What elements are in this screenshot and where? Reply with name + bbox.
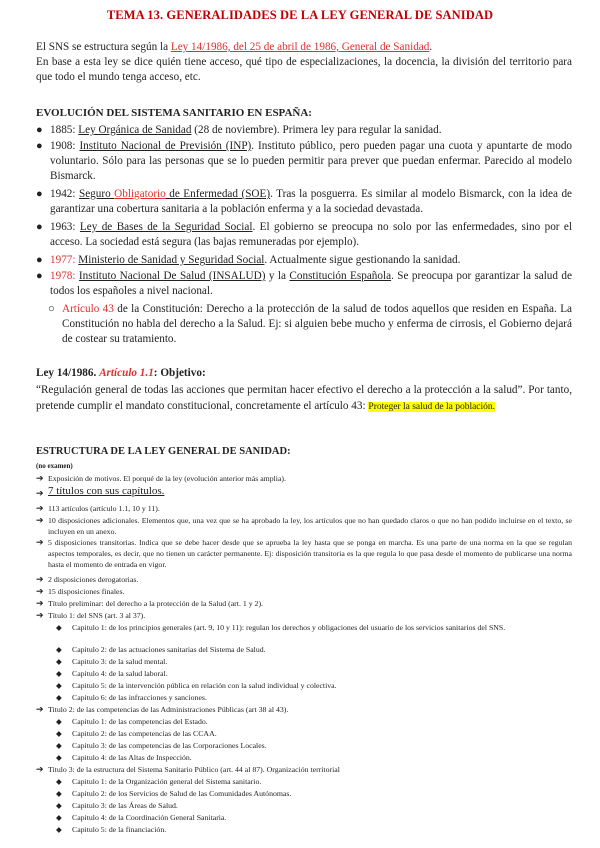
item-text: 7 títulos con sus capítulos. — [48, 485, 165, 497]
chapter-text: Capitulo 4: de las Altas de Inspección. — [72, 753, 192, 762]
item-text: 15 disposiciones finales. — [48, 587, 125, 596]
item-text: 2 disposiciones derogatorias. — [48, 575, 139, 584]
arrow-icon: ➔ — [36, 473, 44, 483]
list-item — [36, 704, 572, 715]
chapter-text: Capitulo 4: de la salud laboral. — [72, 669, 168, 678]
bullet-icon: ● — [36, 140, 43, 152]
item-law: Ley Orgánica de Sanidad — [78, 124, 192, 136]
chapter-item — [56, 776, 572, 787]
chapter-text: Capitulo 1: de las competencias del Estado. — [72, 717, 208, 726]
list-item — [36, 610, 572, 621]
arrow-icon: ➔ — [36, 764, 44, 774]
chapter-item — [56, 716, 572, 727]
ley-objective-label: : Objetivo: — [153, 367, 206, 379]
chapter-text: Capitulo 1: de la Organización general del Sistema sanitario. — [72, 777, 262, 786]
chapter-item — [56, 692, 572, 703]
chapter-text: Capitulo 3: de las Áreas de Salud. — [72, 801, 178, 810]
arrow-icon: ➔ — [36, 586, 44, 596]
item-year: 1978: — [50, 270, 79, 282]
item-desc: . El gobierno se preocupa no solo por las enfermedades, sino por el acceso. La sociedad está segura (las bajas remuneradas por ejemplo). — [50, 221, 573, 248]
list-item — [36, 537, 572, 570]
article-ref: Artículo 43 — [62, 303, 114, 315]
page-title: TEMA 13. GENERALIDADES DE LA LEY GENERAL DE SANIDAD — [106, 8, 494, 22]
diamond-icon: ◆ — [56, 741, 62, 750]
item-text: Titulo 3: de la estructura del Sistema Sanitario Público (art. 44 al 87). Organización territorial — [48, 765, 340, 774]
item-text: 5 disposiciones transitorias. Indica que se debe hacer desde que se aprueba la ley hasta que se ponga en marcha. Es una parte de una norma en la que se regulan aspectos temporales, es decir, que no tienen un carácter permanente. Ej: disposición transitoria es la que regula lo que pasa desde el momento de publicarse una norma hasta el momento de entrada en vigor. — [48, 538, 572, 569]
chapter-item — [56, 800, 572, 811]
item-law: de Enfermedad (SOE) — [165, 188, 271, 200]
item-year: 1942: — [50, 188, 79, 200]
bullet-icon: ● — [36, 124, 43, 136]
item-year: 1977: — [50, 254, 79, 266]
diamond-icon: ◆ — [56, 693, 62, 702]
item-text: 10 disposiciones adicionales. Elementos que, una vez que se ha aprobado la ley, los artículos que no han quedado claros o que no han podido incluirse en el texto, se incluyen en un anexo. — [48, 516, 572, 536]
chapter-item — [56, 644, 572, 655]
item-text: Título 1: del SNS (art. 3 al 37). — [48, 611, 146, 620]
list-item — [36, 220, 572, 250]
arrow-icon: ➔ — [36, 488, 44, 498]
diamond-icon: ◆ — [56, 753, 62, 762]
arrow-icon: ➔ — [36, 515, 44, 525]
chapter-text: Capitulo 2: de los Servicios de Salud de las Comunidades Autónomas. — [72, 789, 292, 798]
chapter-item — [56, 812, 572, 823]
diamond-icon: ◆ — [56, 801, 62, 810]
item-desc: . Instituto público, pero pueden pagar una cuota y apuntarte de modo voluntario. Sólo para las personas que se lo pueden permitir para prever que puedan enfermar. Parecido al modelo Bismarck. — [50, 140, 573, 182]
diamond-icon: ◆ — [56, 717, 62, 726]
chapter-text: Capitulo 3: de las competencias de las Corporaciones Locales. — [72, 741, 267, 750]
chapter-item — [56, 728, 572, 739]
list-item — [36, 486, 572, 497]
arrow-icon: ➔ — [36, 574, 44, 584]
section-heading-evolucion: EVOLUCIÓN DEL SISTEMA SANITARIO EN ESPAÑA: — [36, 107, 312, 119]
law-link: Ley 14/1986, del 25 de abril de 1986, General de Sanidad — [170, 41, 430, 53]
sub-list-item — [48, 302, 572, 347]
arrow-icon: ➔ — [36, 503, 44, 513]
item-text: Titulo 2: de las competencias de las Administraciones Públicas (art 38 al 43). — [48, 705, 289, 714]
item-law: Seguro — [78, 188, 115, 200]
diamond-icon: ◆ — [56, 657, 62, 666]
item-desc: . Tras la posguerra. Es similar al modelo Bismarck, con la idea de garantizar una cobertura sanitaria a la población enferma y a la sociedad devastada. — [50, 188, 573, 215]
chapter-text: Capitulo 3: de la salud mental. — [72, 657, 168, 666]
item-year: 1963: — [50, 221, 80, 233]
item-law: Instituto Nacional De Salud (INSALUD) — [78, 270, 266, 282]
item-year: 1908: — [50, 140, 80, 152]
circle-bullet-icon: ○ — [48, 303, 55, 315]
chapter-item — [56, 656, 572, 667]
chapter-item — [56, 788, 572, 799]
chapter-item — [56, 680, 572, 691]
ley-name: Ley 14/1986. — [36, 367, 100, 379]
bullet-icon: ● — [36, 221, 43, 233]
diamond-icon: ◆ — [56, 681, 62, 690]
diamond-icon: ◆ — [56, 777, 62, 786]
chapter-item — [56, 740, 572, 751]
list-item — [36, 473, 572, 484]
list-item — [36, 515, 572, 537]
diamond-icon: ◆ — [56, 645, 62, 654]
item-desc: (28 de noviembre). Primera ley para regular la sanidad. — [191, 124, 442, 136]
ley-heading — [36, 366, 572, 381]
list-item — [36, 253, 572, 268]
item-law: Instituto Nacional de Previsión (INP) — [79, 140, 252, 152]
intro-paragraph — [36, 40, 572, 85]
item-law: Ley de Bases de la Seguridad Social — [79, 221, 253, 233]
article-desc: de la Constitución: Derecho a la protección de la salud de todos aquellos que residen en España. La Constitución no habla del derecho a la Salud. Ej: si alguien bebe mucho y enferma de cirrosis, el Gobierno dejará de costear su tratamiento. — [62, 303, 572, 345]
arrow-icon: ➔ — [36, 537, 44, 547]
bullet-icon: ● — [36, 188, 43, 200]
diamond-icon: ◆ — [56, 813, 62, 822]
chapter-text: Capitulo 6: de las infracciones y sanciones. — [72, 693, 207, 702]
chapter-item — [56, 752, 572, 763]
chapter-text: Capitulo 4: de la Coordinación General Sanitaria. — [72, 813, 227, 822]
highlighted-text: Proteger la salud de la población. — [368, 402, 496, 412]
intro-text-2: En base a esta ley se dice quién tiene acceso, qué tipo de especializaciones, la docencia, la división del territorio para que todo el mundo tenga acceso, etc. — [36, 56, 572, 83]
chapter-text: Capitulo 1: de los principios generales (art. 9, 10 y 11): regulan los derechos y obligaciones del usuario de los servicios sanitarios del SNS. — [72, 623, 506, 632]
list-item — [36, 764, 572, 775]
list-item — [36, 574, 572, 585]
diamond-icon: ◆ — [56, 729, 62, 738]
diamond-icon: ◆ — [56, 623, 62, 632]
section-heading-estructura: ESTRUCTURA DE LA LEY GENERAL DE SANIDAD: — [36, 446, 291, 457]
chapter-text: Capitulo 2: de las actuaciones sanitarias del Sistema de Salud. — [72, 645, 266, 654]
list-item — [36, 139, 572, 184]
item-connector: y la — [265, 270, 290, 282]
arrow-icon: ➔ — [36, 610, 44, 620]
intro-text: El SNS se estructura según la — [36, 41, 171, 53]
ley-article: Artículo 1.1 — [99, 367, 154, 379]
item-law: Constitución Española — [289, 270, 392, 282]
arrow-icon: ➔ — [36, 704, 44, 714]
item-law-highlight: Obligatorio — [114, 188, 166, 200]
exam-note: (no examen) — [36, 462, 73, 470]
item-text: Título preliminar: del derecho a la protección de la Salud (art. 1 y 2). — [48, 599, 263, 608]
list-item — [36, 598, 572, 609]
list-item — [36, 269, 572, 299]
item-text: 113 artículos (artículo 1.1, 10 y 11). — [48, 504, 160, 513]
chapter-text: Capitulo 5: de la intervención pública en relación con la salud individual y colectiva. — [72, 681, 337, 690]
list-item — [36, 123, 572, 138]
chapter-text: Capitulo 5: de la financiación. — [72, 825, 167, 834]
item-desc: . Actualmente sigue gestionando la sanidad. — [264, 254, 461, 266]
chapter-text: Capitulo 2: de las competencias de las CCAA. — [72, 729, 217, 738]
item-desc: . Se preocupa por garantizar la salud de todos los españoles a nivel nacional. — [50, 270, 572, 297]
bullet-icon: ● — [36, 270, 43, 282]
quote-text: “Regulación general de todas las acciones que permitan hacer efectivo el derecho a la protección a la salud”. Por tanto, pretende cumplir el mandato constitucional, concretamente el artículo 43: — [36, 384, 572, 412]
diamond-icon: ◆ — [56, 789, 62, 798]
list-item — [36, 586, 572, 597]
chapter-item — [56, 824, 572, 835]
chapter-item — [56, 668, 572, 679]
chapter-item — [56, 622, 572, 633]
arrow-icon: ➔ — [36, 598, 44, 608]
list-item — [36, 503, 572, 514]
list-item — [36, 187, 572, 217]
intro-period: . — [429, 41, 433, 53]
item-law: Ministerio de Sanidad y Seguridad Social — [78, 254, 265, 266]
diamond-icon: ◆ — [56, 669, 62, 678]
item-text: Exposición de motivos. El porqué de la ley (evolución anterior más amplia). — [48, 474, 286, 483]
ley-quote — [36, 382, 572, 415]
bullet-icon: ● — [36, 254, 43, 266]
item-year: 1885: — [50, 124, 79, 136]
diamond-icon: ◆ — [56, 825, 62, 834]
